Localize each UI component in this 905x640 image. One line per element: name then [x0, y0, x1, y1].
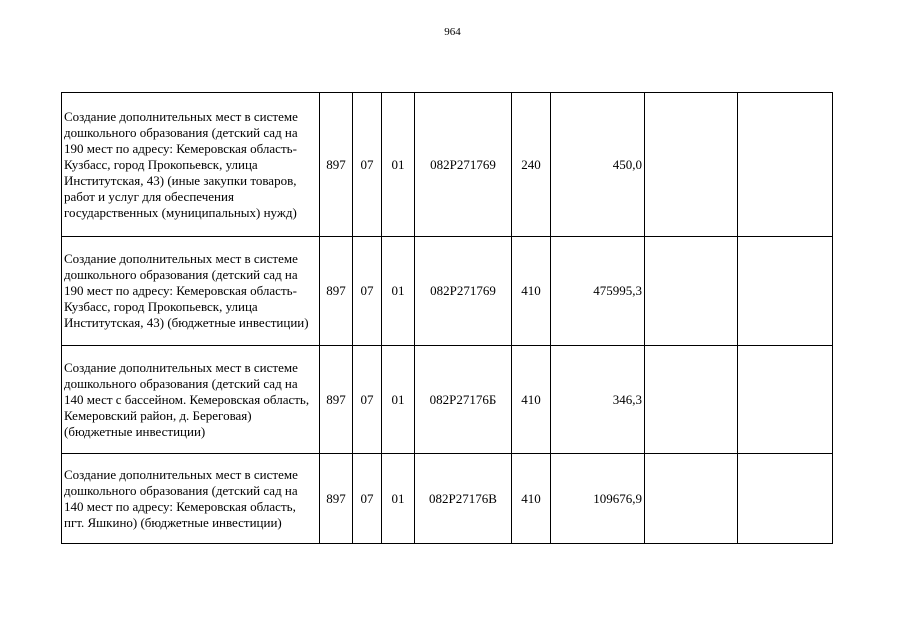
ministry-code-cell: 897 — [320, 93, 353, 237]
table-row — [62, 454, 833, 544]
ministry-code-cell: 897 — [320, 346, 353, 454]
amount-cell-3 — [738, 93, 833, 237]
amount-cell-2 — [645, 454, 738, 544]
target-article-cell: 082P27176В — [415, 454, 512, 544]
expense-name-cell: Создание дополнительных мест в системе дошкольного образования (детский сад на 140 мест с бассейном. Кемеровская область, Кемеровский район, д. Береговая) (бюджетные инвестиции) — [62, 346, 320, 454]
amount-cell-3 — [738, 346, 833, 454]
amount-cell: 346,3 — [551, 346, 645, 454]
section-code-cell: 07 — [353, 237, 382, 346]
table-row — [62, 346, 833, 454]
subsection-code-cell: 01 — [382, 454, 415, 544]
expense-type-cell: 410 — [512, 454, 551, 544]
amount-cell: 475995,3 — [551, 237, 645, 346]
target-article-cell: 082P271769 — [415, 93, 512, 237]
section-code-cell: 07 — [353, 93, 382, 237]
subsection-code-cell: 01 — [382, 237, 415, 346]
amount-cell-2 — [645, 237, 738, 346]
amount-cell: 109676,9 — [551, 454, 645, 544]
budget-table — [61, 92, 833, 544]
subsection-code-cell: 01 — [382, 93, 415, 237]
page-number: 964 — [444, 26, 461, 38]
target-article-cell: 082P27176Б — [415, 346, 512, 454]
ministry-code-cell: 897 — [320, 454, 353, 544]
section-code-cell: 07 — [353, 454, 382, 544]
subsection-code-cell: 01 — [382, 346, 415, 454]
table-row — [62, 93, 833, 237]
expense-type-cell: 410 — [512, 237, 551, 346]
amount-cell-3 — [738, 237, 833, 346]
amount-cell-2 — [645, 93, 738, 237]
expense-name-cell: Создание дополнительных мест в системе дошкольного образования (детский сад на 140 мест по адресу: Кемеровская область, пгт. Яшкино) (бюджетные инвестиции) — [62, 454, 320, 544]
amount-cell: 450,0 — [551, 93, 645, 237]
expense-name-cell: Создание дополнительных мест в системе дошкольного образования (детский сад на 190 мест по адресу: Кемеровская область-Кузбасс, город Прокопьевск, улица Институтская, 43) (бюджетные инвестиции) — [62, 237, 320, 346]
section-code-cell: 07 — [353, 346, 382, 454]
amount-cell-3 — [738, 454, 833, 544]
ministry-code-cell: 897 — [320, 237, 353, 346]
expense-type-cell: 240 — [512, 93, 551, 237]
target-article-cell: 082P271769 — [415, 237, 512, 346]
amount-cell-2 — [645, 346, 738, 454]
expense-type-cell: 410 — [512, 346, 551, 454]
table-row — [62, 237, 833, 346]
expense-name-cell: Создание дополнительных мест в системе дошкольного образования (детский сад на 190 мест по адресу: Кемеровская область-Кузбасс, город Прокопьевск, улица Институтская, 43) (иные закупки товаров, работ и услуг для обеспечения государственных (муниципальных) нужд) — [62, 93, 320, 237]
